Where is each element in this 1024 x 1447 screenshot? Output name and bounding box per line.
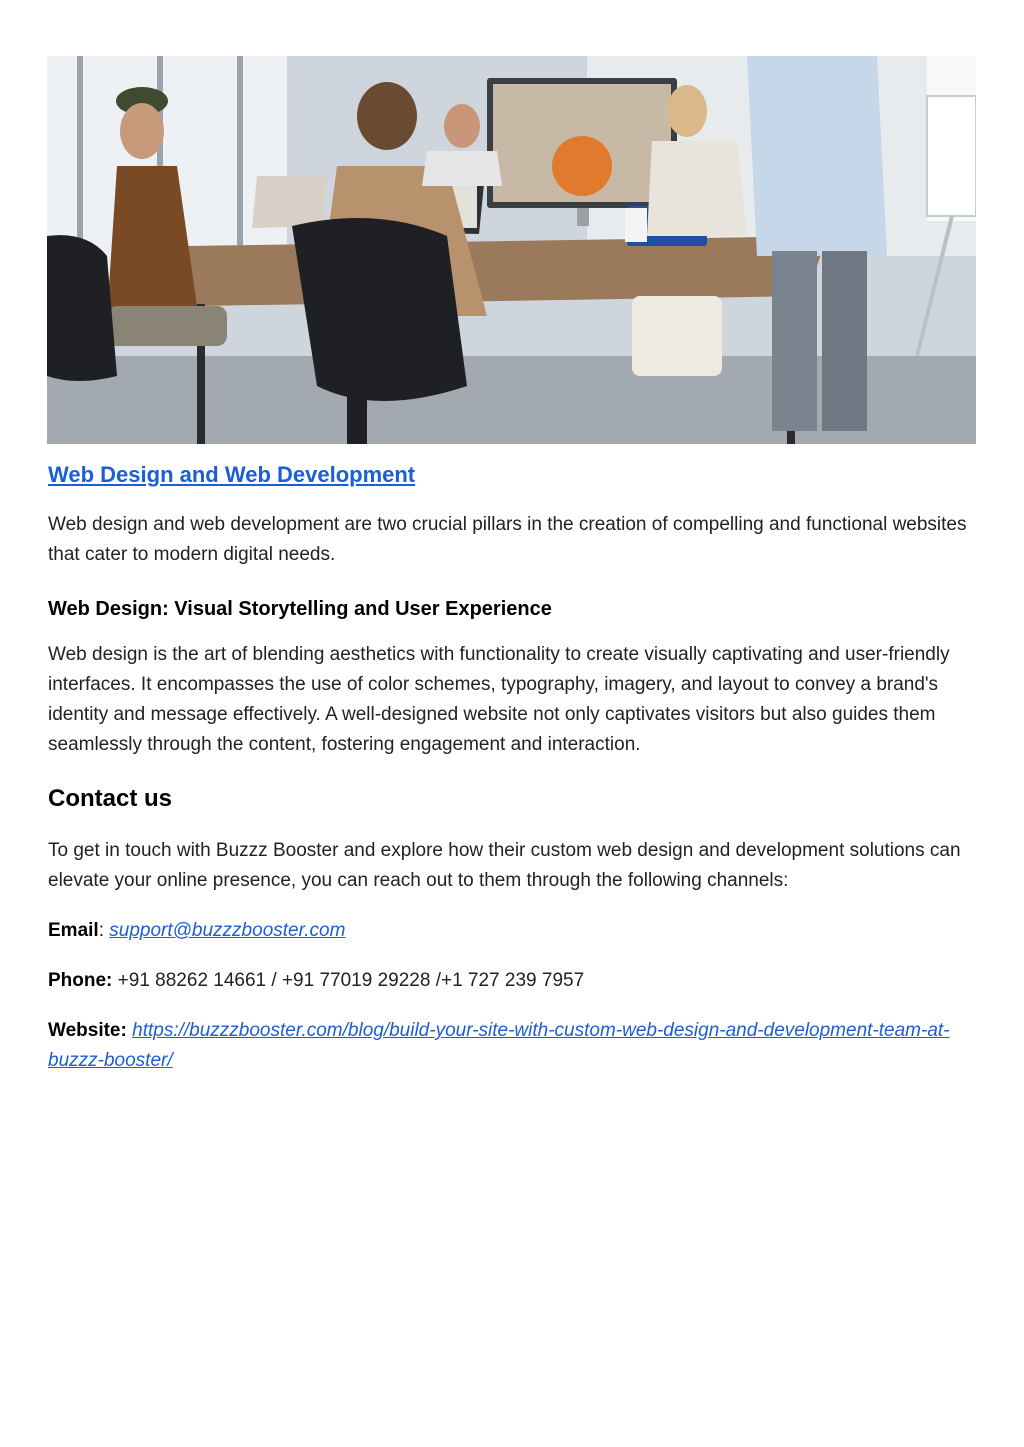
- section-heading: Web Design: Visual Storytelling and User Experience: [48, 598, 552, 620]
- website-label: Website:: [48, 1020, 127, 1041]
- email-separator: :: [98, 920, 110, 941]
- contact-heading: Contact us: [48, 785, 173, 812]
- office-photo-illustration: [47, 56, 976, 444]
- phone-line: [48, 966, 978, 996]
- contact-intro: To get in touch with Buzzz Booster and explore how their custom web design and development solutions can elevate your online presence, you can reach out to them through the following channels:: [48, 840, 961, 891]
- email-link[interactable]: support@buzzzbooster.com: [109, 920, 346, 941]
- article-body: [48, 458, 978, 1076]
- website-link[interactable]: https://buzzzbooster.com/blog/build-your-site-with-custom-web-design-and-development-team-at-buzzz-booster/: [48, 1020, 950, 1071]
- email-line: [48, 916, 978, 946]
- website-line: [48, 1016, 978, 1076]
- phone-numbers: +91 88262 14661 / +91 77019 29228 /+1 727 239 7957: [112, 970, 585, 991]
- article-title-link[interactable]: Web Design and Web Development: [48, 462, 416, 487]
- email-label: Email: [48, 920, 99, 941]
- section-paragraph: Web design is the art of blending aesthetics with functionality to create visually captivating and user-friendly interfaces. It encompasses the use of color schemes, typography, imagery, and layout to convey a brand's identity and message effectively. A well-designed website not only captivates visitors but also guides them seamlessly through the content, fostering engagement and interaction.: [48, 644, 950, 755]
- phone-label: Phone:: [48, 970, 113, 991]
- hero-image: [47, 56, 976, 444]
- intro-paragraph: Web design and web development are two crucial pillars in the creation of compelling and functional websites that cater to modern digital needs.: [48, 514, 967, 565]
